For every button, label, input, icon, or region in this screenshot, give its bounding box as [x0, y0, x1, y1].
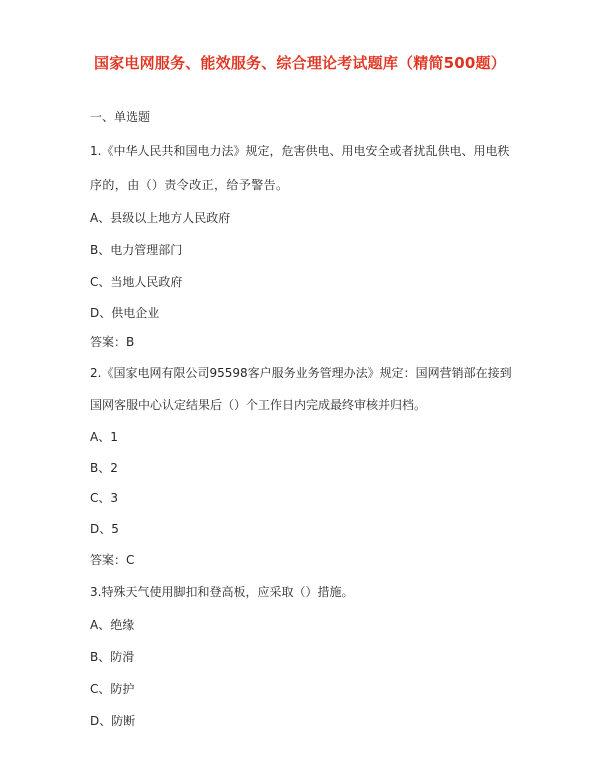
question-2-option-d: D、5	[90, 522, 119, 536]
question-1-option-b: B、电力管理部门	[90, 243, 183, 257]
question-1-option-d: D、供电企业	[90, 306, 160, 320]
question-3-option-a: A、绝缘	[90, 618, 135, 632]
question-1-answer: 答案：B	[90, 335, 135, 349]
question-2-stem-line2: 国网客服中心认定结果后（）个工作日内完成最终审核并归档。	[90, 398, 427, 412]
question-2-option-b: B、2	[90, 461, 118, 475]
question-1-stem-line1: 1.《中华人民共和国电力法》规定，危害供电、用电安全或者扰乱供电、用电秩	[90, 144, 510, 158]
question-2-answer: 答案：C	[90, 553, 135, 567]
section-heading: 一、单选题	[90, 110, 151, 124]
question-2-stem-line1: 2.《国家电网有限公司95598客户服务业务管理办法》规定：国网营销部在接到	[90, 366, 512, 380]
question-3-option-c: C、防护	[90, 682, 135, 696]
question-3-option-d: D、防断	[90, 714, 136, 728]
question-1-option-a: A、县级以上地方人民政府	[90, 211, 231, 225]
question-3-stem-line1: 3.特殊天气使用脚扣和登高板，应采取（）措施。	[90, 585, 354, 599]
question-1-stem-line2: 序的，由（）责令改正，给予警告。	[90, 178, 289, 192]
document-title: 国家电网服务、能效服务、综合理论考试题库（精简500题）	[94, 54, 506, 72]
question-2-option-c: C、3	[90, 491, 119, 505]
question-2-option-a: A、1	[90, 430, 118, 444]
question-1-option-c: C、当地人民政府	[90, 275, 183, 289]
question-3-option-b: B、防滑	[90, 650, 135, 664]
